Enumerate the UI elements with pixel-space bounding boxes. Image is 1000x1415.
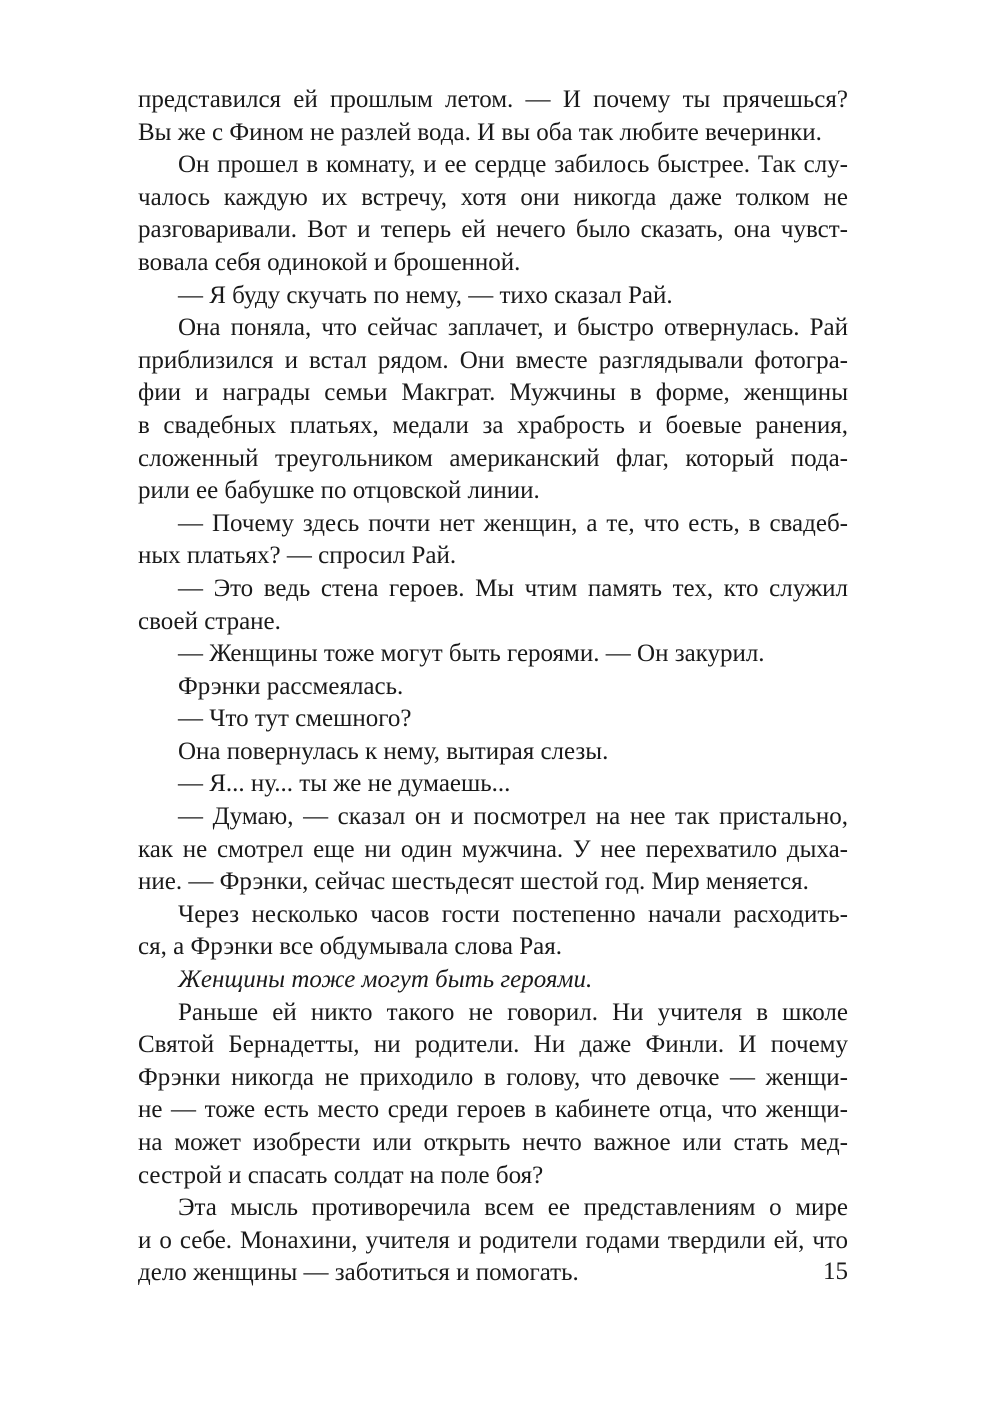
- text-line: сестрой и спасать солдат на поле боя?: [138, 1161, 544, 1189]
- text-line: фии и награды семьи Макграт. Мужчины в форме, женщины: [138, 379, 848, 407]
- text-line: чалось каждую их встречу, хотя они никогда даже толком не: [138, 183, 848, 211]
- text-line: — Это ведь стена героев. Мы чтим память тех, кто служил: [178, 574, 848, 602]
- text-line: рили ее бабушке по отцовской линии.: [138, 477, 540, 505]
- text-line: вовала себя одинокой и брошенной.: [138, 248, 521, 276]
- text-line: — Что тут смешного?: [178, 705, 412, 733]
- text-line: в свадебных платьях, медали за храбрость и боевые ранения,: [138, 411, 848, 439]
- text-line: — Я... ну... ты же не думаешь...: [178, 770, 511, 798]
- text-line: Фрэнки рассмеялась.: [178, 672, 404, 700]
- text-line: Он прошел в комнату, и ее сердце забилось быстрее. Так слу-: [178, 151, 848, 179]
- text-line: ных платьях? — спросил Рай.: [138, 542, 457, 570]
- text-line: разговаривали. Вот и теперь ей нечего было сказать, она чувст-: [138, 216, 848, 244]
- text-line: своей стране.: [138, 607, 281, 635]
- text-line: приблизился и встал рядом. Они вместе разглядывали фотогра-: [138, 346, 848, 374]
- text-line: как не смотрел еще ни один мужчина. У нее перехватило дыха-: [138, 835, 848, 863]
- text-line: Святой Бернадетты, ни родители. Ни даже Финли. И почему: [138, 1031, 848, 1059]
- text-line: Через несколько часов гости постепенно начали расходить-: [178, 900, 848, 928]
- page-number: 15: [823, 1258, 848, 1285]
- text-line: — Я буду скучать по нему, — тихо сказал Рай.: [178, 281, 673, 309]
- text-line: — Думаю, — сказал он и посмотрел на нее так пристально,: [178, 803, 848, 831]
- text-line: Она поняла, что сейчас заплачет, и быстро отвернулась. Рай: [178, 314, 848, 342]
- text-line: сложенный треугольником американский флаг, который пода-: [138, 444, 848, 472]
- text-line: — Женщины тоже могут быть героями. — Он закурил.: [178, 640, 765, 668]
- text-line: на может изобрести или открыть нечто важное или стать мед-: [138, 1129, 848, 1156]
- text-line: Раньше ей никто такого не говорил. Ни учителя в школе: [178, 998, 848, 1026]
- text-line: ся, а Фрэнки все обдумывала слова Рая.: [138, 933, 562, 961]
- text-line: Эта мысль противоречила всем ее представлениям о мире: [178, 1194, 848, 1222]
- text-line: представился ей прошлым летом. — И почему ты прячешься?: [138, 86, 848, 113]
- text-line: и о себе. Монахини, учителя и родители годами твердили ей, что: [138, 1226, 848, 1254]
- body-text: [138, 84, 848, 1290]
- text-line: Женщины тоже могут быть героями.: [178, 966, 593, 994]
- text-line: Фрэнки никогда не приходило в голову, что девочке — женщи-: [138, 1063, 848, 1091]
- text-line: Она повернулась к нему, вытирая слезы.: [178, 737, 609, 765]
- text-line: не — тоже есть место среди героев в кабинете отца, что женщи-: [138, 1096, 848, 1124]
- text-line: ние. — Фрэнки, сейчас шестьдесят шестой год. Мир меняется.: [138, 868, 809, 896]
- text-line: — Почему здесь почти нет женщин, а те, что есть, в свадеб-: [178, 509, 848, 537]
- text-line: дело женщины — заботиться и помогать.: [138, 1259, 579, 1287]
- text-line: Вы же с Фином не разлей вода. И вы оба так любите вечеринки.: [138, 118, 822, 146]
